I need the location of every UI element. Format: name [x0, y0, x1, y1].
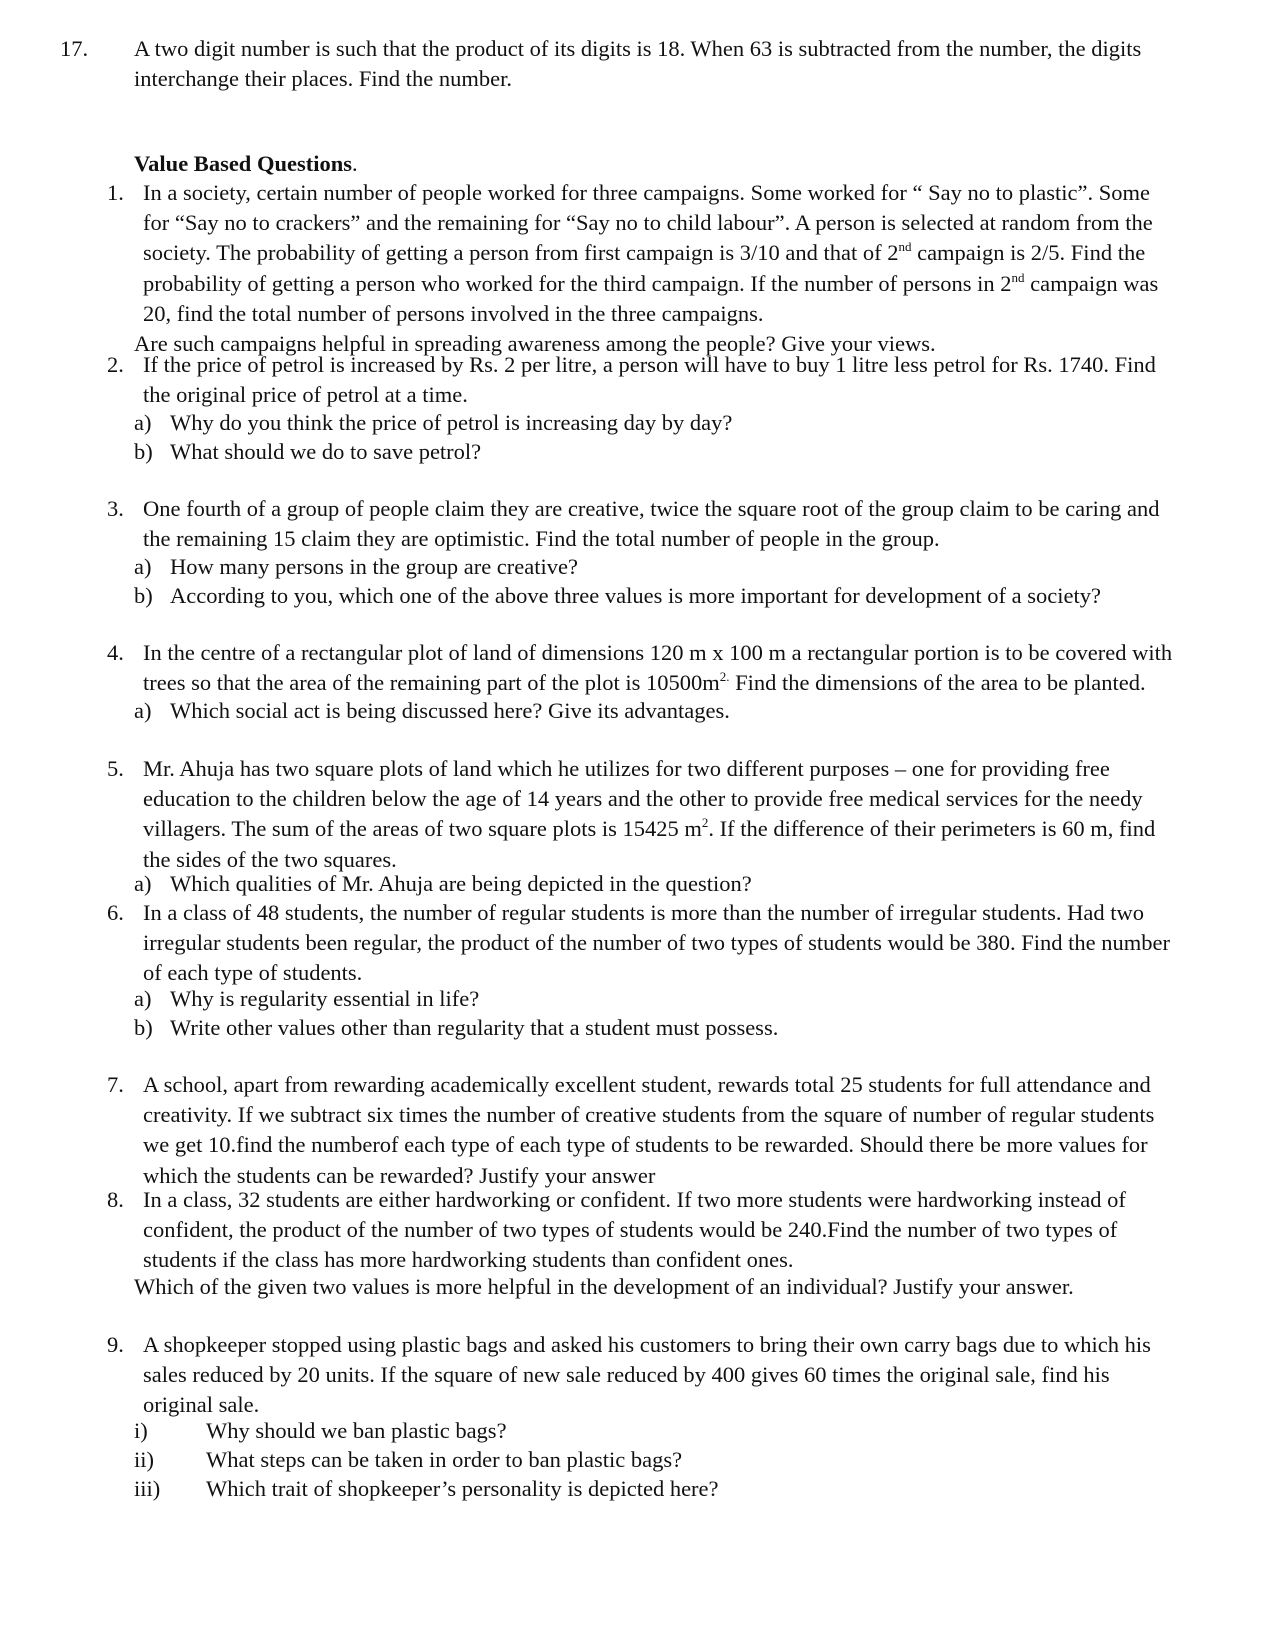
text-line: original sale. [143, 1392, 260, 1418]
question-number: 8. [107, 1187, 124, 1212]
text-line: In a class of 48 students, the number of regular students is more than the number of irregular students. Had two [143, 900, 1145, 925]
sub-label: a) [134, 554, 152, 579]
text-line: students if the class has more hardworking students than confident ones. [143, 1247, 794, 1273]
sub-label: b) [134, 1015, 153, 1040]
sub-label: b) [134, 583, 153, 608]
sub-question: How many persons in the group are creative? [170, 554, 578, 579]
text-line: In the centre of a rectangular plot of land of dimensions 120 m x 100 m a rectangular portion is to be covered with [143, 640, 1173, 665]
section-heading-period: . [351, 151, 358, 176]
question-text [143, 178, 1158, 329]
text-line: A two digit number is such that the product of its digits is 18. When 63 is subtracted from the number, the digits [134, 36, 1142, 61]
sub-question: According to you, which one of the above three values is more important for development of a society? [170, 583, 1101, 608]
text-line: the remaining 15 claim they are optimistic. Find the total number of people in the group. [143, 526, 940, 552]
text-line: If the price of petrol is increased by Rs. 2 per litre, a person will have to buy 1 litre less petrol for Rs. 1740. Find [143, 352, 1156, 377]
ordinal-superscript: nd [898, 239, 912, 255]
section-heading-text: Value Based Questions [134, 151, 352, 176]
question-text [143, 1070, 1154, 1191]
question-number: 4. [107, 640, 124, 665]
followup-question: Are such campaigns helpful in spreading awareness among the people? Give your views. [134, 331, 936, 356]
text-line: villagers. The sum of the areas of two square plots is 15425 $m^2$. If the difference of their perimeters is 60 m, find [143, 815, 1156, 842]
exponent-superscript: 2 [701, 815, 709, 831]
text-line: education to the children below the age of 14 years and the other to provide free medical services for the needy [143, 786, 1143, 812]
text-line: Mr. Ahuja has two square plots of land which he utilizes for two different purposes – one for providing free [143, 756, 1110, 781]
text-line: society. The probability of getting a person from first campaign is 3/10 and that of 2nd campaign is 2/5. Find the [143, 239, 1146, 266]
question-number: 7. [107, 1072, 124, 1097]
sub-label: ii) [134, 1447, 154, 1472]
sub-label: a) [134, 986, 152, 1011]
text-line: A school, apart from rewarding academically excellent student, rewards total 25 students for full attendance and [143, 1072, 1151, 1097]
text-line: of each type of students. [143, 960, 363, 986]
sub-question: Why should we ban plastic bags? [206, 1418, 507, 1443]
sub-label: iii) [134, 1476, 161, 1501]
question-number: 2. [107, 352, 124, 377]
text-line: trees so that the area of the remaining part of the plot is $10500m^{2.}$ Find the dimensions of the area to be planted. [143, 669, 1146, 696]
sub-question: Which social act is being discussed here? Give its advantages. [170, 698, 730, 723]
question-text [143, 494, 1159, 554]
text-line: One fourth of a group of people claim they are creative, twice the square root of the group claim to be caring and [143, 496, 1160, 521]
text-line: sales reduced by 20 units. If the square of new sale reduced by 400 gives 60 times the original sale, find his [143, 1362, 1110, 1388]
sub-question: Why is regularity essential in life? [170, 986, 480, 1011]
text-line: In a class, 32 students are either hardworking or confident. If two more students were hardworking instead of [143, 1187, 1126, 1212]
text-line: probability of getting a person who worked for the third campaign. If the number of persons in 2nd campaign was [143, 269, 1159, 296]
text-line: 20, find the total number of persons involved in the three campaigns. [143, 300, 764, 326]
question-text [143, 638, 1172, 698]
question-number: 6. [107, 900, 124, 925]
sub-label: a) [134, 871, 152, 896]
text-line: creativity. If we subtract six times the number of creative students from the square of number of regular students [143, 1102, 1155, 1128]
sub-question: What steps can be taken in order to ban plastic bags? [206, 1447, 683, 1472]
question-text [143, 898, 1170, 989]
question-text [143, 350, 1156, 410]
sub-question: What should we do to save petrol? [170, 439, 482, 464]
ordinal-superscript: nd [1011, 269, 1025, 285]
question-number: 17. [60, 36, 89, 61]
text-line: for “Say no to crackers” and the remaining for “Say no to child labour”. A person is selected at random from the [143, 210, 1153, 236]
text-line: the sides of the two squares. [143, 846, 397, 872]
text-line: the original price of petrol at a time. [143, 382, 468, 408]
question-number: 5. [107, 756, 124, 781]
section-heading [134, 149, 358, 179]
text-line: which the students can be rewarded? Justify your answer [143, 1162, 656, 1188]
question-text [143, 1185, 1126, 1276]
text-line: A shopkeeper stopped using plastic bags and asked his customers to bring their own carry bags due to which his [143, 1332, 1151, 1357]
text-line: In a society, certain number of people worked for three campaigns. Some worked for “ Say no to plastic”. Some [143, 180, 1150, 205]
sub-question: Write other values other than regularity that a student must possess. [170, 1015, 779, 1040]
sub-question: Which trait of shopkeeper’s personality is depicted here? [206, 1476, 719, 1501]
question-number: 9. [107, 1332, 124, 1357]
sub-question: Why do you think the price of petrol is increasing day by day? [170, 410, 733, 435]
exponent-superscript: 2. [719, 669, 730, 685]
text-line: irregular students been regular, the product of the number of two types of students would be 380. Find the number [143, 930, 1170, 956]
text-line: we get 10.find the numberof each type of each type of students to be rewarded. Should there be more values for [143, 1132, 1148, 1158]
sub-label: b) [134, 439, 153, 464]
question-number: 1. [107, 180, 124, 205]
question-number: 3. [107, 496, 124, 521]
question-text [134, 34, 1141, 94]
sub-label: a) [134, 698, 152, 723]
sub-question: Which qualities of Mr. Ahuja are being depicted in the question? [170, 871, 752, 896]
sub-label: i) [134, 1418, 148, 1443]
followup-question: Which of the given two values is more helpful in the development of an individual? Justify your answer. [134, 1274, 1074, 1299]
question-text [143, 754, 1155, 875]
question-text [143, 1330, 1151, 1421]
sub-label: a) [134, 410, 152, 435]
text-line: interchange their places. Find the number. [134, 66, 513, 92]
text-line: confident, the product of the number of two types of students would be 240.Find the number of two types of [143, 1217, 1118, 1243]
